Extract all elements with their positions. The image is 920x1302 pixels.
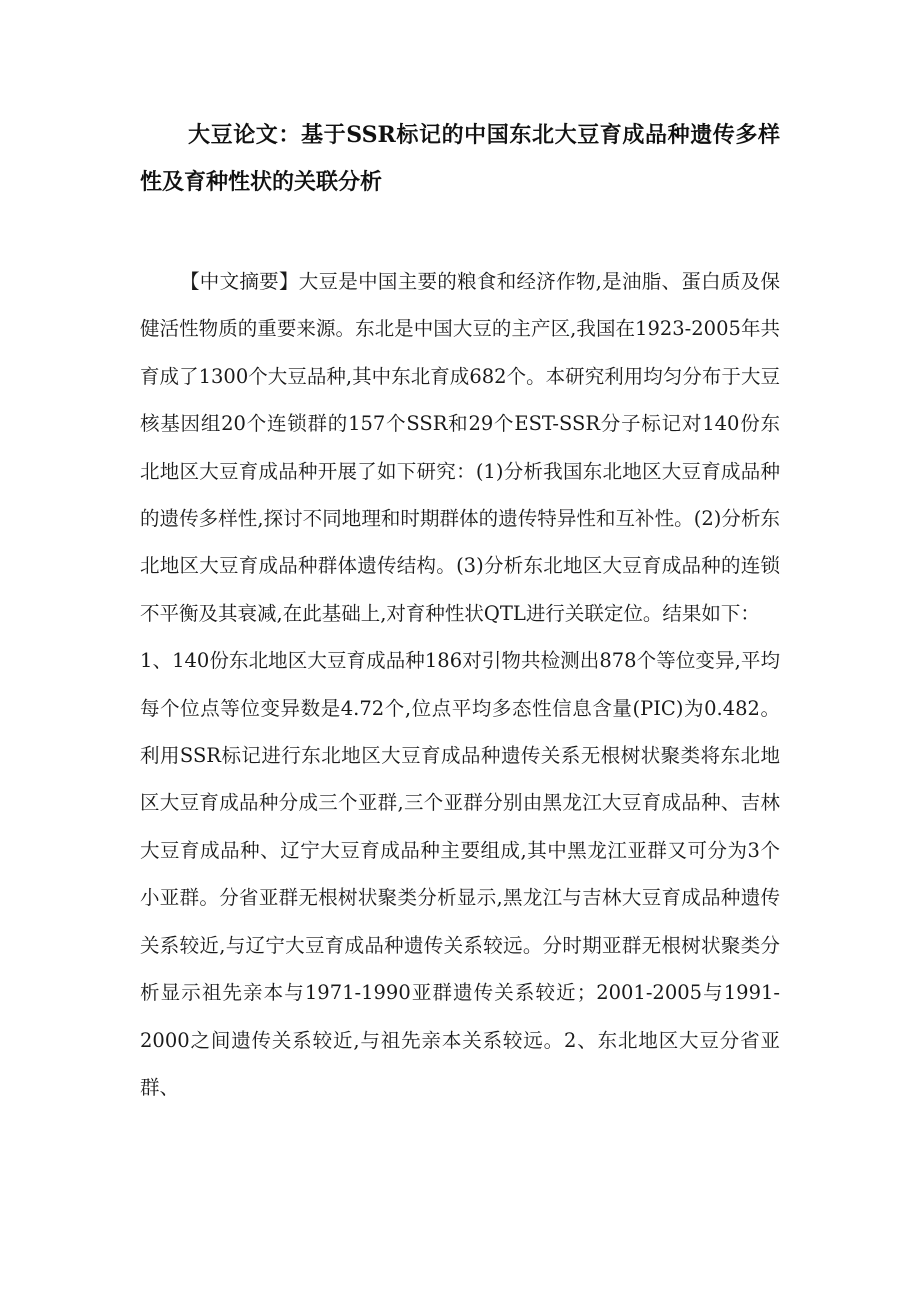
document-title: 大豆论文：基于SSR标记的中国东北大豆育成品种遗传多样性及育种性状的关联分析 bbox=[140, 122, 780, 195]
document-body bbox=[140, 258, 780, 1111]
results-paragraph: 1、140份东北地区大豆育成品种186对引物共检测出878个等位变异,平均每个位点等位变异数是4.72个,位点平均多态性信息含量(PIC)为0.482。利用SSR标记进行东北地区大豆育成品种遗传关系无根树状聚类将东北地区大豆育成品种分成三个亚群,三个亚群分别由黑龙江大豆育成品种、吉林大豆育成品种、辽宁大豆育成品种主要组成,其中黑龙江亚群又可分为3个小亚群。分省亚群无根树状聚类分析显示,黑龙江与吉林大豆育成品种遗传关系较近,与辽宁大豆育成品种遗传关系较远。分时期亚群无根树状聚类分析显示祖先亲本与1971-1990亚群遗传关系较近；2001-2005与1991-2000之间遗传关系较近,与祖先亲本关系较远。2、东北地区大豆分省亚群、 bbox=[140, 649, 780, 1099]
abstract-paragraph: 【中文摘要】大豆是中国主要的粮食和经济作物,是油脂、蛋白质及保健活性物质的重要来源。东北是中国大豆的主产区,我国在1923-2005年共育成了1300个大豆品种,其中东北育成682个。本研究利用均匀分布于大豆核基因组20个连锁群的157个SSR和29个EST-SSR分子标记对140份东北地区大豆育成品种开展了如下研究：(1)分析我国东北地区大豆育成品种的遗传多样性,探讨不同地理和时期群体的遗传特异性和互补性。(2)分析东北地区大豆育成品种群体遗传结构。(3)分析东北地区大豆育成品种的连锁不平衡及其衰减,在此基础上,对育种性状QTL进行关联定位。结果如下： bbox=[140, 270, 780, 625]
